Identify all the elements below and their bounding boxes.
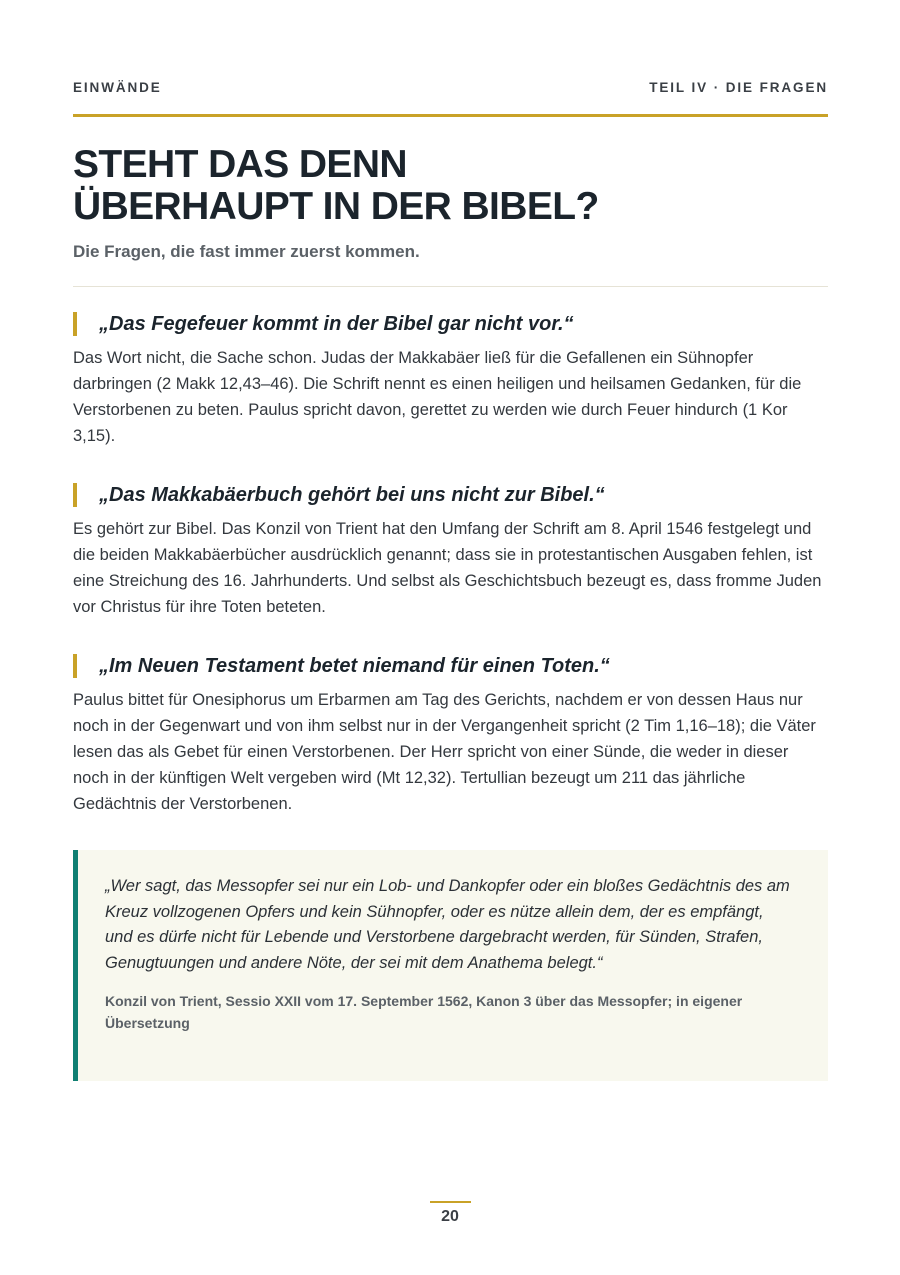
page-number: 20 [441, 1208, 459, 1225]
page-title [73, 144, 828, 228]
subtitle-divider [73, 286, 828, 287]
objection-heading [73, 482, 828, 508]
objection-marker [73, 483, 77, 507]
running-header [73, 80, 828, 95]
objection-answer: Das Wort nicht, die Sache schon. Judas der Makkabäer ließ für die Gefallenen ein Sühnopfer darbringen (2 Makk 12,43–46). Die Schrift nennt es einen heiligen und heilsamen Gedanken, für die Verstorbenen zu beten. Paulus spricht davon, gerettet zu werden wie durch Feuer hindurch (1 Kor 3,15). [73, 349, 802, 445]
quote-text: „Wer sagt, das Messopfer sei nur ein Lob- und Dankopfer oder ein bloßes Gedächtnis des am Kreuz vollzogenen Opfers und kein Sühnopfer, oder es nütze allein dem, der es empfängt, und es dürfe nicht für Lebende und Verstorbene dargebracht werden, für Sünden, Strafen, Genugtuungen und andere Nöte, der sei mit dem Anathema belegt.“ [105, 877, 790, 972]
objection-marker [73, 654, 77, 678]
objection-heading [73, 653, 828, 679]
page-subtitle: Die Fragen, die fast immer zuerst kommen. [73, 242, 420, 261]
page-number-rule [430, 1201, 471, 1203]
title-line-1: STEHT DAS DENN [73, 143, 407, 186]
objection-1 [73, 311, 828, 449]
header-part-label: TEIL IV · DIE FRAGEN [649, 80, 828, 95]
quote-source: Konzil von Trient, Sessio XXII vom 17. September 1562, Kanon 3 über das Messopfer; in eigener Übersetzung [105, 993, 743, 1031]
objection-2 [73, 482, 828, 620]
objection-question: „Das Makkabäerbuch gehört bei uns nicht zur Bibel.“ [99, 484, 605, 506]
objection-answer: Es gehört zur Bibel. Das Konzil von Trient hat den Umfang der Schrift am 8. April 1546 festgelegt und die beiden Makkabäerbücher ausdrücklich genannt; dass sie in protestantischen Ausgaben fehlen, ist eine Streichung des 16. Jahrhunderts. Und selbst als Geschichtsbuch bezeugt es, dass fromme Juden vor Christus für ihre Toten beteten. [73, 520, 822, 616]
objection-heading [73, 311, 828, 337]
header-rule [73, 114, 828, 117]
title-line-2: ÜBERHAUPT IN DER BIBEL? [73, 185, 599, 228]
objection-question: „Das Fegefeuer kommt in der Bibel gar nicht vor.“ [99, 313, 574, 335]
objection-3 [73, 653, 828, 817]
objection-marker [73, 312, 77, 336]
header-section-label: EINWÄNDE [73, 80, 162, 95]
council-quote-box [73, 850, 828, 1081]
objection-answer: Paulus bittet für Onesiphorus um Erbarmen am Tag des Gerichts, nachdem er von dessen Haus nur noch in der Gegenwart und von ihm selbst nur in der Vergangenheit spricht (2 Tim 1,16–18); die Väter lesen das als Gebet für einen Verstorbenen. Der Herr spricht von einer Sünde, die weder in dieser noch in der künftigen Welt vergeben wird (Mt 12,32). Tertullian bezeugt um 211 das jährliche Gedächtnis der Verstorbenen. [73, 691, 816, 813]
objection-question: „Im Neuen Testament betet niemand für einen Toten.“ [99, 655, 610, 677]
